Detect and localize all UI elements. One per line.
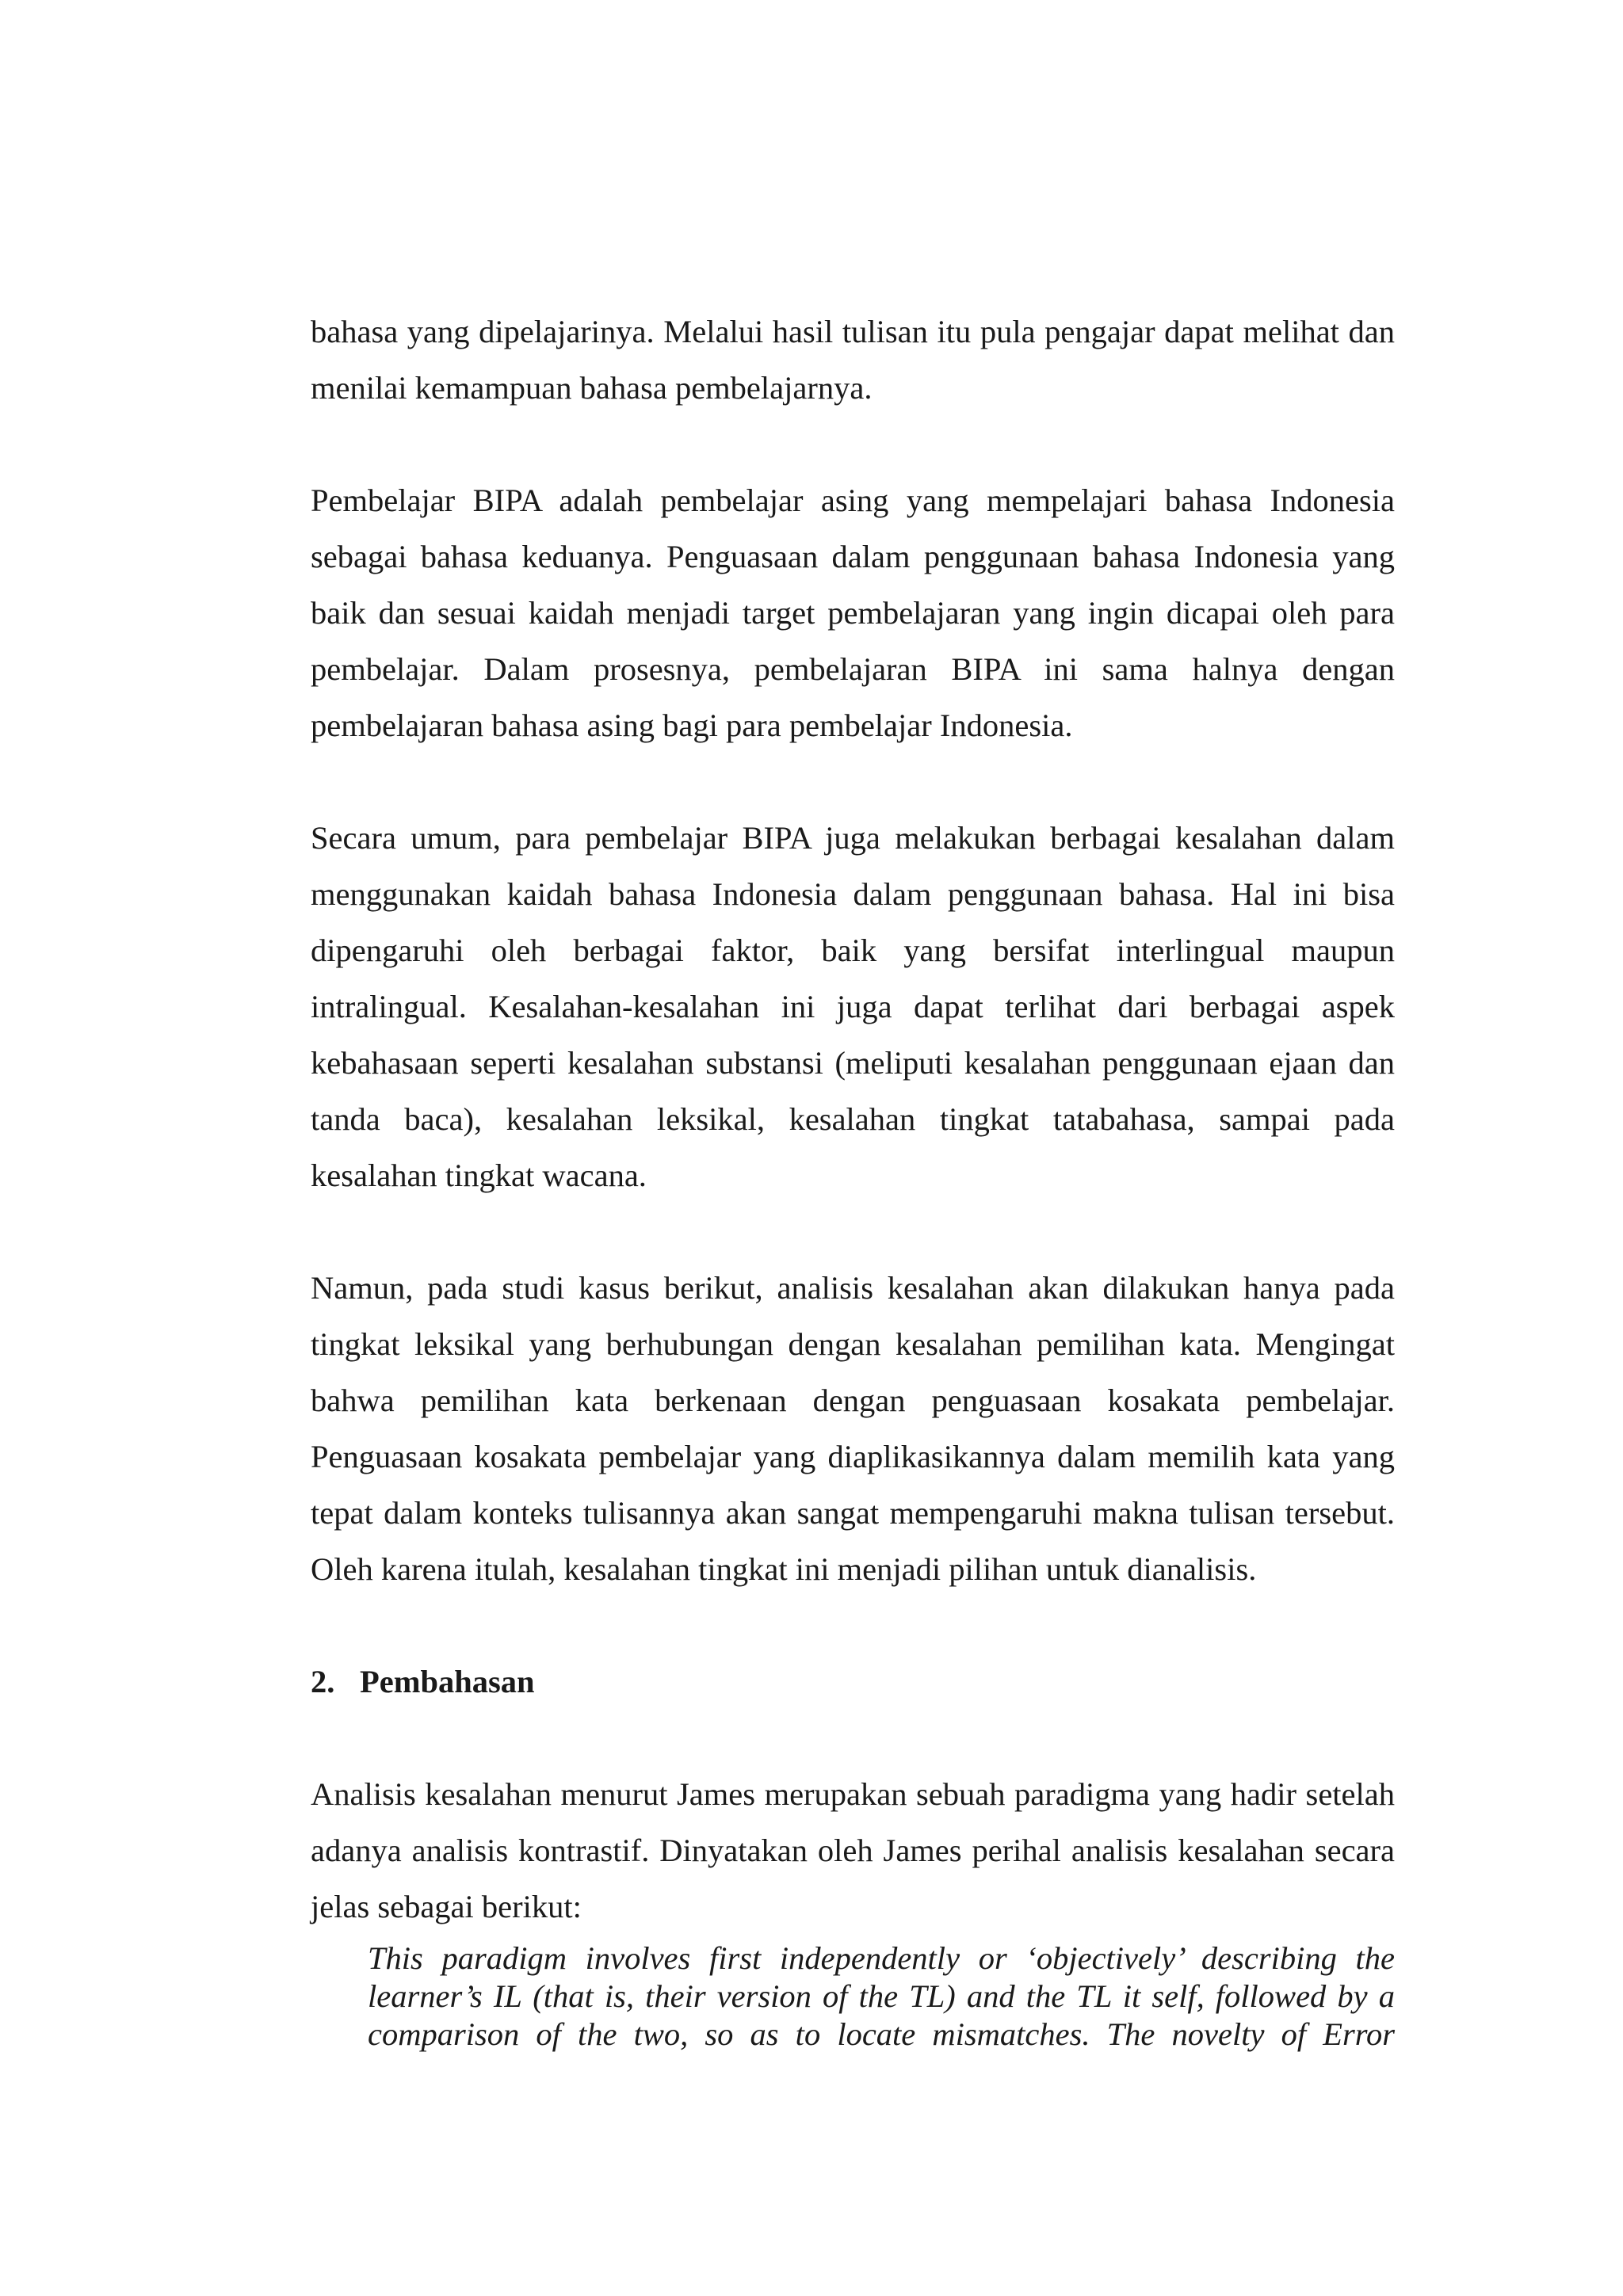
section-title: Pembahasan bbox=[360, 1664, 535, 1699]
paragraph-1: bahasa yang dipelajarinya. Melalui hasil tulisan itu pula pengajar dapat melihat dan menilai kemampuan bahasa pembelajarnya. bbox=[311, 314, 1395, 406]
document-page bbox=[311, 303, 1395, 2054]
paragraph-3: Secara umum, para pembelajar BIPA juga melakukan berbagai kesalahan dalam menggunakan kaidah bahasa Indonesia dalam penggunaan bahasa. Hal ini bisa dipengaruhi oleh berbagai faktor, baik yang bersifat interlingual maupun intralingual. Kesalahan-kesalahan ini juga dapat terlihat dari berbagai aspek kebahasaan seperti kesalahan substansi (meliputi kesalahan penggunaan ejaan dan tanda baca), kesalahan leksikal, kesalahan tingkat tatabahasa, sampai pada kesalahan tingkat wacana. bbox=[311, 820, 1395, 1193]
paragraph-4: Namun, pada studi kasus berikut, analisis kesalahan akan dilakukan hanya pada tingkat leksikal yang berhubungan dengan kesalahan pemilihan kata. Mengingat bahwa pemilihan kata berkenaan dengan penguasaan kosakata pembelajar. Penguasaan kosakata pembelajar yang diaplikasikannya dalam memilih kata yang tepat dalam konteks tulisannya akan sangat mempengaruhi makna tulisan tersebut. Oleh karena itulah, kesalahan tingkat ini menjadi pilihan untuk dianalisis. bbox=[311, 1270, 1395, 1587]
section-heading bbox=[311, 1653, 1395, 1710]
paragraph-2: Pembelajar BIPA adalah pembelajar asing yang mempelajari bahasa Indonesia sebagai bahasa keduanya. Penguasaan dalam penggunaan bahasa Indonesia yang baik dan sesuai kaidah menjadi target pembelajaran yang ingin dicapai oleh para pembelajar. Dalam prosesnya, pembelajaran BIPA ini sama halnya dengan pembelajaran bahasa asing bagi para pembelajar Indonesia. bbox=[311, 482, 1395, 743]
section-number: 2. bbox=[311, 1664, 335, 1699]
section-paragraph: Analisis kesalahan menurut James merupakan sebuah paradigma yang hadir setelah adanya analisis kontrastif. Dinyatakan oleh James perihal analisis kesalahan secara jelas sebagai berikut: bbox=[311, 1776, 1395, 1924]
block-quote: This paradigm involves first independently or ‘objectively’ describing the learner’s IL (that is, their version of the TL) and the TL it self, followed by a comparison of the two, so as to locate mismatches. The novelty of Error bbox=[368, 1940, 1395, 2052]
